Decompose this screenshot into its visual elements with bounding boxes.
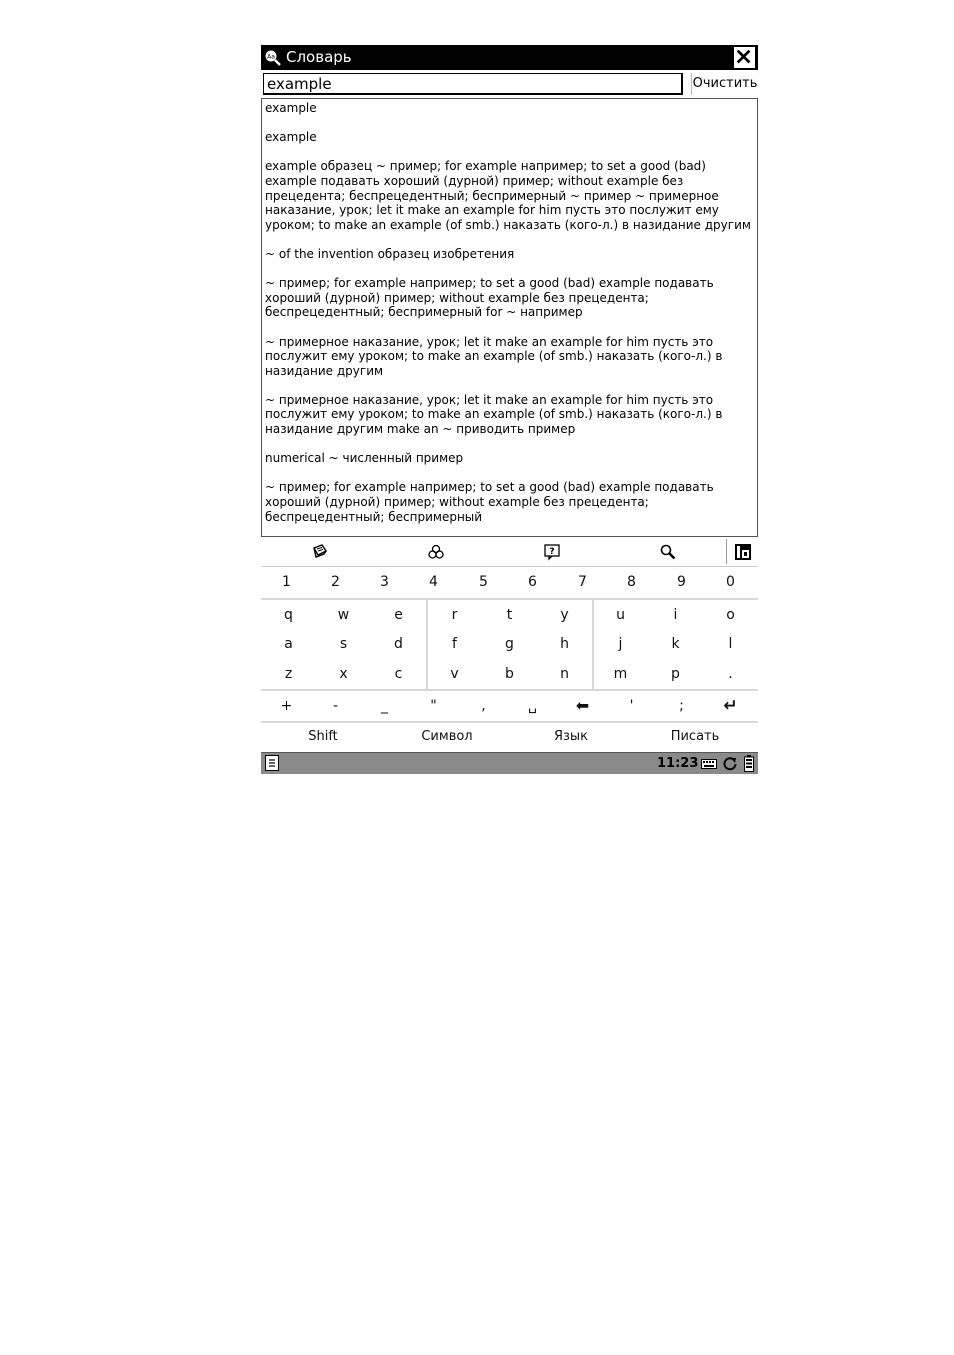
key-6[interactable]: 6 [528, 574, 537, 590]
key-quote[interactable]: " [430, 698, 437, 714]
key-plus[interactable]: + [280, 698, 293, 714]
key-t[interactable]: t [506, 607, 513, 623]
key-r[interactable]: r [451, 607, 458, 623]
key-0[interactable]: 0 [726, 574, 735, 590]
key-n[interactable]: n [560, 666, 569, 682]
virtual-keyboard [261, 566, 758, 752]
title-bar [261, 45, 758, 70]
key-y[interactable]: y [560, 607, 569, 623]
result-entry: example [265, 130, 317, 145]
result-entry: ~ пример; for example например; to set a good (bad) example подавать хороший (дурной) пример; without example без прецедента; беспрецедентный; беспримерный [265, 480, 714, 524]
key-c[interactable]: c [394, 666, 403, 682]
backspace-key[interactable]: ⬅ [575, 696, 590, 715]
dictionary-toolbar [261, 539, 758, 567]
result-entry: ~ of the invention образец изобретения [265, 246, 515, 261]
symbol-key[interactable]: Символ [421, 729, 473, 744]
search-icon[interactable] [659, 543, 677, 561]
key-8[interactable]: 8 [627, 574, 636, 590]
search-input[interactable] [263, 73, 683, 95]
key-h[interactable]: h [560, 636, 569, 652]
result-entry: example образец ~ пример; for example например; to set a good (bad) example подавать хороший (дурной) пример; without example без прецедента; беспрецедентный; беспримерный ~ пример ~ примерное наказание, урок; let it make an example for him пусть это послужит ему уроком; to make an example (of smb.) наказать (кого-л.) в назидание другим [265, 159, 751, 232]
help-icon[interactable] [543, 543, 561, 561]
result-entry: ~ пример; for example например; to set a good (bad) example подавать хороший (дурной) пример; without example без прецедента; беспрецедентный; беспримерный for ~ например [265, 276, 714, 320]
battery-icon [744, 755, 754, 772]
language-key[interactable]: Язык [553, 729, 589, 744]
key-7[interactable]: 7 [578, 574, 587, 590]
key-z[interactable]: z [284, 666, 293, 682]
keyboard-icon[interactable] [701, 756, 717, 770]
svg-text:?: ? [549, 547, 555, 557]
close-button[interactable] [734, 47, 755, 68]
key-5[interactable]: 5 [479, 574, 488, 590]
status-bar [261, 752, 758, 774]
key-k[interactable]: k [671, 636, 680, 652]
key-apostrophe[interactable]: ' [629, 698, 634, 714]
result-entry: ~ примерное наказание, урок; let it make an example for him пусть это послужит ему уроком; to make an example (of smb.) наказать (кого-л.) в назидание другим [265, 334, 723, 378]
key-l[interactable]: l [728, 636, 733, 652]
svg-text:Aa: Aa [267, 53, 275, 61]
close-icon [735, 48, 754, 67]
key-x[interactable]: x [339, 666, 348, 682]
key-p[interactable]: p [671, 666, 680, 682]
key-d[interactable]: d [394, 636, 403, 652]
key-4[interactable]: 4 [429, 574, 438, 590]
key-semicolon[interactable]: ; [679, 698, 684, 714]
key-period[interactable]: . [728, 666, 733, 682]
key-9[interactable]: 9 [677, 574, 686, 590]
dictionary-book-icon[interactable] [311, 543, 329, 561]
key-minus[interactable]: - [332, 698, 339, 714]
key-i[interactable]: i [673, 607, 678, 623]
dictionary-app [261, 45, 758, 773]
menu-icon[interactable] [265, 755, 279, 771]
key-e[interactable]: e [394, 607, 403, 623]
key-2[interactable]: 2 [331, 574, 340, 590]
window-title: Словарь [286, 48, 352, 66]
key-v[interactable]: v [450, 666, 459, 682]
key-3[interactable]: 3 [380, 574, 389, 590]
shift-key[interactable]: Shift [308, 729, 338, 744]
keyboard-toggle-icon[interactable] [734, 543, 752, 561]
key-o[interactable]: o [726, 607, 735, 623]
refresh-icon[interactable] [722, 756, 738, 771]
key-comma[interactable]: , [481, 698, 486, 714]
key-q[interactable]: q [284, 607, 293, 623]
key-u[interactable]: u [616, 607, 625, 623]
result-entry: numerical ~ численный пример [265, 451, 464, 466]
key-m[interactable]: m [613, 666, 628, 682]
translation-results[interactable] [261, 98, 758, 537]
space-key[interactable]: ␣ [528, 698, 537, 714]
key-g[interactable]: g [505, 636, 514, 652]
key-b[interactable]: b [505, 666, 514, 682]
result-entry: ~ примерное наказание, урок; let it make an example for him пусть это послужит ему уроком; to make an example (of smb.) наказать (кого-л.) в назидание другим make an ~ приводить пример [265, 392, 723, 437]
result-entry: example [265, 101, 317, 115]
key-underscore[interactable]: _ [381, 698, 388, 714]
dictionary-settings-icon[interactable] [427, 543, 445, 561]
clock: 11:23 [657, 756, 699, 771]
search-row [261, 72, 758, 98]
key-1[interactable]: 1 [282, 574, 291, 590]
dictionary-app-icon [264, 49, 282, 67]
write-key[interactable]: Писать [670, 729, 720, 744]
key-f[interactable]: f [452, 636, 457, 652]
toolbar-divider [726, 539, 727, 564]
key-s[interactable]: s [339, 636, 348, 652]
key-a[interactable]: a [284, 636, 293, 652]
enter-key[interactable]: ↵ [723, 696, 738, 716]
key-j[interactable]: j [618, 636, 623, 652]
clear-button[interactable]: Очистить [691, 73, 758, 95]
key-w[interactable]: w [337, 607, 350, 623]
